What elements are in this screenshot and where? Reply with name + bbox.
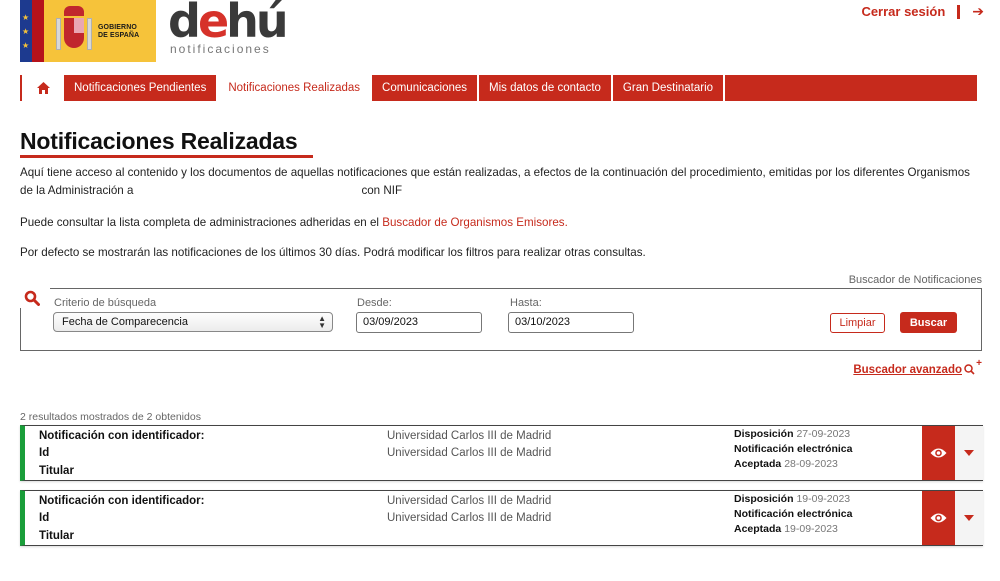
dehu-logo-subtitle: notificaciones	[170, 42, 271, 56]
tab-mis-datos-de-contacto[interactable]: Mis datos de contacto	[479, 75, 611, 101]
search-plus-icon: +	[964, 364, 975, 378]
arrow-right-icon: ➔	[972, 3, 984, 19]
results-count: 2 resultados mostrados de 2 obtenidos	[20, 411, 201, 423]
view-button[interactable]	[922, 491, 955, 545]
notification-row[interactable]	[20, 425, 983, 481]
notification-id-label: Notificación con identificador:	[39, 495, 205, 507]
nav-home[interactable]	[22, 75, 64, 101]
issuer: Universidad Carlos III de Madrid	[387, 430, 552, 442]
intro-paragraph	[20, 164, 980, 200]
to-date-input[interactable]	[508, 312, 634, 333]
home-icon	[37, 82, 50, 94]
logout-label: Cerrar sesión	[861, 4, 946, 19]
status-info: Aceptada 19-09-2023	[734, 523, 838, 535]
clear-button[interactable]: Limpiar	[830, 313, 885, 333]
notification-type: Notificación electrónica	[734, 508, 853, 520]
disposition-info: Disposición 19-09-2023	[734, 493, 851, 505]
notification-id-label: Notificación con identificador:	[39, 430, 205, 442]
eye-icon	[930, 512, 947, 524]
expand-button[interactable]	[955, 426, 983, 480]
from-date-input[interactable]	[356, 312, 482, 333]
view-button[interactable]	[922, 426, 955, 480]
notification-row[interactable]	[20, 490, 983, 546]
consult-paragraph	[20, 214, 568, 232]
tab-gran-destinatario[interactable]: Gran Destinatario	[613, 75, 723, 101]
nav-filler	[725, 75, 977, 101]
notification-type: Notificación electrónica	[734, 443, 853, 455]
holder-label: Titular	[39, 530, 74, 542]
tab-notificaciones-pendientes[interactable]: Notificaciones Pendientes	[64, 75, 216, 101]
tab-notificaciones-realizadas[interactable]: Notificaciones Realizadas	[218, 75, 370, 101]
divider	[957, 5, 960, 19]
issuer: Universidad Carlos III de Madrid	[387, 495, 552, 507]
holder-label: Titular	[39, 465, 74, 477]
expand-button[interactable]	[955, 491, 983, 545]
consult-text: Puede consultar la lista completa de administraciones adheridas en el	[20, 216, 379, 229]
gobierno-de-espana-logo	[20, 0, 156, 62]
page-title: Notificaciones Realizadas	[20, 128, 298, 154]
coat-of-arms-icon	[54, 6, 94, 56]
search-caption: Buscador de Notificaciones	[848, 274, 982, 286]
advanced-search-label: Buscador avanzado	[853, 364, 962, 376]
criteria-select[interactable]	[53, 312, 333, 332]
header	[0, 0, 1000, 66]
caret-down-icon	[964, 515, 974, 521]
disposition-info: Disposición 27-09-2023	[734, 428, 851, 440]
updown-chevron-icon: ▲ ▼	[318, 314, 326, 330]
id-label: Id	[39, 447, 50, 459]
issuer-secondary: Universidad Carlos III de Madrid	[387, 447, 552, 459]
title-underline	[20, 155, 313, 158]
from-date-label: Desde:	[357, 297, 392, 309]
intro-text: Aquí tiene acceso al contenido y los documentos de aquellas notificaciones que están realizadas, a efectos de la continuación del procedimiento, emitidas por los diferentes Organismos de la Administración a	[20, 166, 970, 197]
main-nav	[20, 75, 977, 101]
criteria-label: Criterio de búsqueda	[54, 297, 157, 309]
caret-down-icon	[964, 450, 974, 456]
tab-comunicaciones[interactable]: Comunicaciones	[372, 75, 477, 101]
search-button[interactable]: Buscar	[900, 312, 957, 333]
to-date-label: Hasta:	[510, 297, 542, 309]
to-date-value: 03/10/2023	[515, 316, 571, 328]
gov-logo-text: GOBIERNO DE ESPAÑA	[98, 24, 140, 39]
dehu-logo-word: dehú	[168, 0, 286, 48]
nif-text: con NIF	[361, 184, 403, 197]
eu-flag-icon: ★ ★ ★	[20, 0, 44, 62]
status-info: Aceptada 28-09-2023	[734, 458, 838, 470]
organismos-emisores-link[interactable]: Buscador de Organismos Emisores.	[382, 216, 568, 229]
search-icon	[24, 290, 40, 306]
id-label: Id	[39, 512, 50, 524]
advanced-search-link[interactable]	[853, 358, 982, 378]
issuer-secondary: Universidad Carlos III de Madrid	[387, 512, 552, 524]
logout-button[interactable]	[861, 3, 984, 20]
default-filter-paragraph: Por defecto se mostrarán las notificaciones de los últimos 30 días. Podrá modificar los filtros para realizar otras consultas.	[20, 246, 646, 259]
dehu-logo[interactable]	[168, 0, 286, 60]
from-date-value: 03/09/2023	[363, 316, 419, 328]
eye-icon	[930, 447, 947, 459]
criteria-value: Fecha de Comparecencia	[62, 316, 188, 328]
